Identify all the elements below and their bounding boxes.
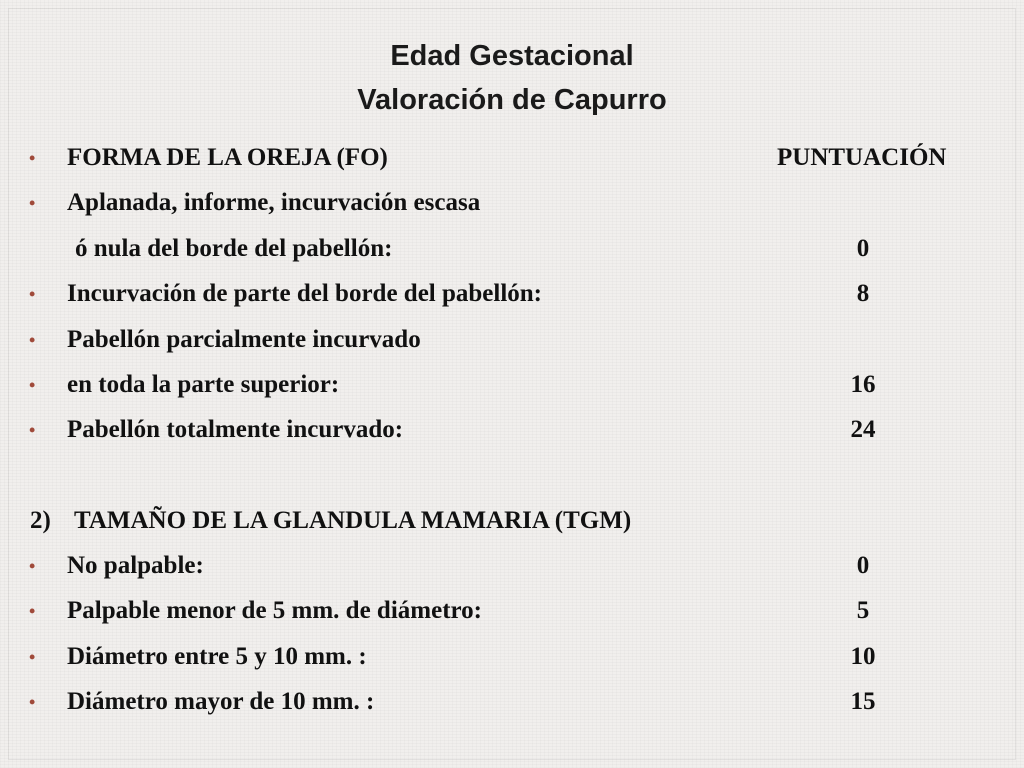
section2-number: 2) [30,507,51,534]
section1-item4-label: Pabellón totalmente incurvado: [67,416,404,443]
section2-item-score: 10 [850,643,876,670]
title-line-1: Edad Gestacional [390,40,634,72]
bullet-icon: • [29,375,36,395]
list-item [0,544,1024,588]
score-column-header: PUNTUACIÓN [777,144,947,171]
section2-header-row [0,499,1024,543]
bullet-icon: • [29,148,36,168]
bullet-icon: • [29,330,36,350]
section1-item3-row2 [0,363,1024,407]
section1-item3-line1: Pabellón parcialmente incurvado [67,326,421,353]
section2-item-label: Palpable menor de 5 mm. de diámetro: [67,597,483,624]
section1-item2-row [0,272,1024,316]
section1-item1-line2: ó nula del borde del pabellón: [75,235,393,262]
section1-item2-score: 8 [856,280,870,307]
section1-header-row [0,136,1024,180]
section1-item1-row1 [0,181,1024,225]
bullet-icon: • [29,284,36,304]
list-item [0,635,1024,679]
section1-item4-row [0,408,1024,452]
section1-item1-score: 0 [856,235,870,262]
section1-item2-label: Incurvación de parte del borde del pabellón: [67,280,543,307]
section1-item4-score: 24 [850,416,876,443]
section1-item3-row1 [0,318,1024,362]
bullet-icon: • [29,556,36,576]
section2-item-label: No palpable: [67,552,204,579]
section1-item1-line1: Aplanada, informe, incurvación escasa [67,189,481,216]
bullet-icon: • [29,193,36,213]
bullet-icon: • [29,692,36,712]
section2-item-score: 0 [856,552,870,579]
list-item [0,589,1024,633]
bullet-icon: • [29,420,36,440]
section2-header-label: TAMAÑO DE LA GLANDULA MAMARIA (TGM) [74,507,632,534]
section2-item-score: 5 [856,597,870,624]
section2-item-label: Diámetro entre 5 y 10 mm. : [67,643,367,670]
bullet-icon: • [29,647,36,667]
section2-item-label: Diámetro mayor de 10 mm. : [67,688,375,715]
bullet-icon: • [29,601,36,621]
title-line-2: Valoración de Capurro [357,84,667,116]
section1-item3-score: 16 [850,371,876,398]
section2-item-score: 15 [850,688,876,715]
list-item [0,680,1024,724]
slide-title [0,34,1024,122]
section1-item1-row2 [0,227,1024,271]
section1-item3-line2: en toda la parte superior: [67,371,340,398]
section1-header-label: FORMA DE LA OREJA (FO) [67,144,388,171]
